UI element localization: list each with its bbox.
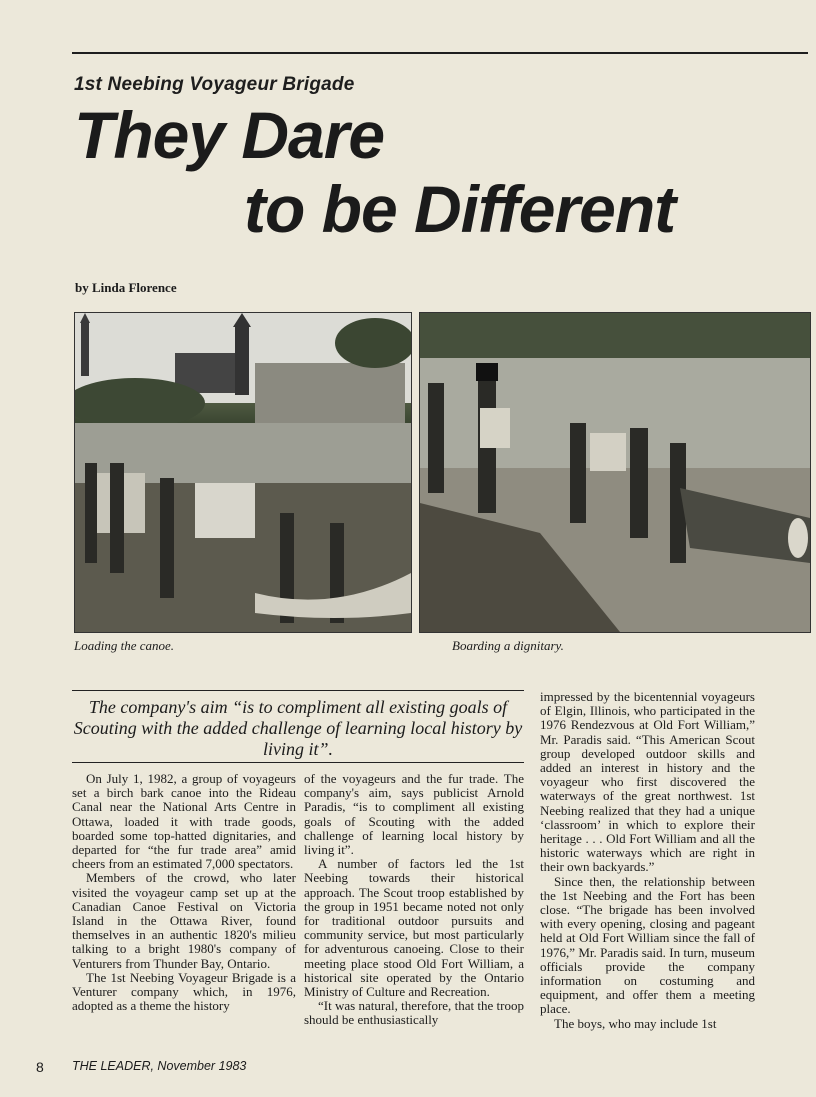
photo-loading-canoe bbox=[74, 312, 412, 633]
article-column-2 bbox=[304, 772, 524, 1028]
photo-left-illustration bbox=[75, 313, 411, 632]
headline-line-1: They Dare bbox=[74, 98, 385, 172]
paragraph: of the voyageurs and the fur trade. The company's aim, says publicist Arnold Paradis, “is to compliment all existing goals of Scouting with the added challenge of learning local history by living it”. bbox=[304, 771, 524, 858]
paragraph: A number of factors led the 1st Neebing towards their historical approach. The Scout troop established by the group in 1951 became noted not only for traditional outdoor pursuits and community service, but most particularly for adventurous canoeing. Close to their meeting place stood Old Fort William, a historical site operated by the Ontario Ministry of Culture and Recreation. bbox=[304, 856, 524, 1000]
paragraph: impressed by the bicentennial voyageurs of Elgin, Illinois, who participated in the 1976 Rendezvous at Old Fort William,” Mr. Paradis said. “This American Scout group developed outdoor skills and added an interest in history and the voyageur who first discovered the waterways of the great northwest. 1st Neebing realized that they had a unique ‘classroom’ in which to explore their heritage . . . Old Fort William and all the historic waterways which are right in their own backyards.” bbox=[540, 689, 755, 875]
article-column-3 bbox=[540, 690, 755, 1031]
top-rule bbox=[72, 52, 808, 54]
paragraph: The 1st Neebing Voyageur Brigade is a Venturer company which, in 1976, adopted as a theme the history bbox=[72, 969, 296, 1014]
photo-boarding-dignitary bbox=[419, 312, 811, 633]
pull-quote-rule-bottom bbox=[72, 762, 524, 763]
article-column-1 bbox=[72, 772, 296, 1013]
byline: by Linda Florence bbox=[75, 280, 177, 295]
publication-footer: THE LEADER, November 1983 bbox=[72, 1059, 247, 1073]
paragraph: The boys, who may include 1st bbox=[554, 1015, 717, 1031]
paragraph: On July 1, 1982, a group of voyageurs set a birch bark canoe into the Rideau Canal near the National Arts Centre in Ottawa, loaded it with trade goods, boarded some top-hatted dignitaries, and departed for “the fur trade area” amid cheers from an estimated 7,000 spectators. bbox=[72, 771, 296, 872]
caption-left: Loading the canoe. bbox=[74, 638, 175, 653]
caption-right: Boarding a dignitary. bbox=[452, 638, 564, 653]
pull-quote: The company's aim “is to compliment all existing goals of Scouting with the added challenge of learning local history by living it”. bbox=[73, 697, 523, 759]
headline-line-2: to be Different bbox=[244, 172, 676, 246]
pull-quote-rule-top bbox=[72, 690, 524, 691]
page-number: 8 bbox=[36, 1059, 44, 1075]
paragraph: “It was natural, therefore, that the troop should be enthusiastically bbox=[304, 998, 524, 1028]
photo-right-illustration bbox=[420, 313, 810, 632]
paragraph: Since then, the relationship between the 1st Neebing and the Fort has been close. “The brigade has been involved with every opening, closing and pageant held at Old Fort William since the fall of 1976,” Mr. Paradis said. In turn, museum officials provide the company information on costuming and equipment, and offer them a meeting place. bbox=[540, 873, 755, 1017]
kicker: 1st Neebing Voyageur Brigade bbox=[74, 74, 355, 95]
paragraph: Members of the crowd, who later visited the voyageur camp set up at the Canadian Canoe Festival on Victoria Island in the Ottawa River, found themselves in an authentic 1820's milieu talking to a bright 1980's company of Venturers from Thunder Bay, Ontario. bbox=[72, 870, 296, 971]
